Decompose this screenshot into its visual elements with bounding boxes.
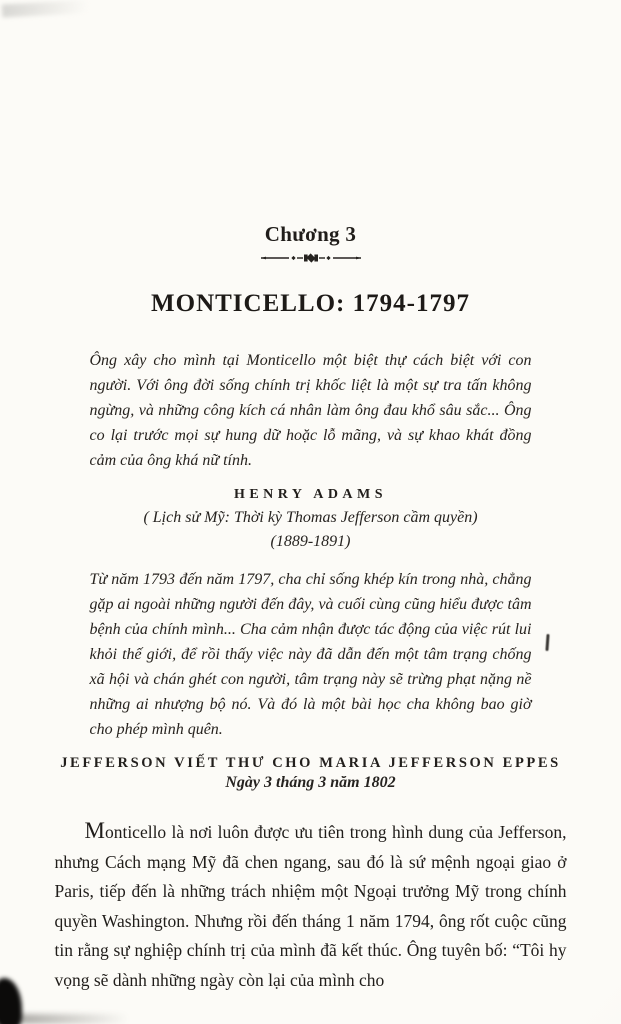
epigraph-quote-henry-adams: Ông xây cho mình tại Monticello một biệt thự cách biệt với con người. Với ông đời sống chính trị khốc liệt là một sự tra tấn không ngừng, và những công kích cá nhân làm ông đau khổ sâu sắc... Ông co lại trước mọi sự hung dữ hoặc lỗ mãng, và sự khao khát đồng cảm của ông khá nữ tính. <box>89 352 532 469</box>
paragraph-initial-letter: M <box>84 818 105 843</box>
epigraph-source-years: (1889-1891) <box>270 533 351 550</box>
epigraph-attribution-henry-adams: HENRY ADAMS <box>233 487 388 502</box>
epigraph-attribution-jefferson-letter: JEFFERSON VIẾT THƯ CHO MARIA JEFFERSON EPPES <box>60 755 561 771</box>
epigraph-source-title: ( Lịch sử Mỹ: Thời kỳ Thomas Jefferson cầm quyền) <box>143 509 478 526</box>
body-paragraph <box>55 818 567 995</box>
chapter-divider-ornament <box>0 252 621 264</box>
chapter-label: Chương 3 <box>264 222 357 246</box>
epigraph-letter-date: Ngày 3 tháng 3 năm 1802 <box>225 774 396 791</box>
chapter-title: MONTICELLO: 1794-1797 <box>151 290 470 317</box>
paragraph-text: onticello là nơi luôn được ưu tiên trong hình dung của Jefferson, nhưng Cách mạng Mỹ đã chen ngang, sau đó là sứ mệnh ngoại giao ở Paris, tiếp đến là những trách nhiệm một Ngoại trưởng Mỹ trong chính quyền Washington. Nhưng rồi đến tháng 1 năm 1794, ông rốt cuộc cũng tin rằng sự nghiệp chính trị của mình đã kết thúc. Ông tuyên bố: “Tôi hy vọng sẽ dành những ngày còn lại của mình cho <box>54 822 567 990</box>
epigraph-quote-jefferson-letter: Từ năm 1793 đến năm 1797, cha chỉ sống khép kín trong nhà, chẳng gặp ai ngoài những người đến đây, và cuối cùng cũng hiểu được tâm bệnh của chính mình... Cha cảm nhận được tác động của việc rút lui khỏi thế giới, để rồi thấy việc này đã dẫn đến một tâm trạng chống xã hội và chán ghét con người, tâm trạng này sẽ trừng phạt nặng nề những ai nhượng bộ nó. Và đó là một bài học cha không bao giờ cho phép mình quên. <box>89 571 532 738</box>
scan-shadow-bottom <box>10 1014 135 1024</box>
